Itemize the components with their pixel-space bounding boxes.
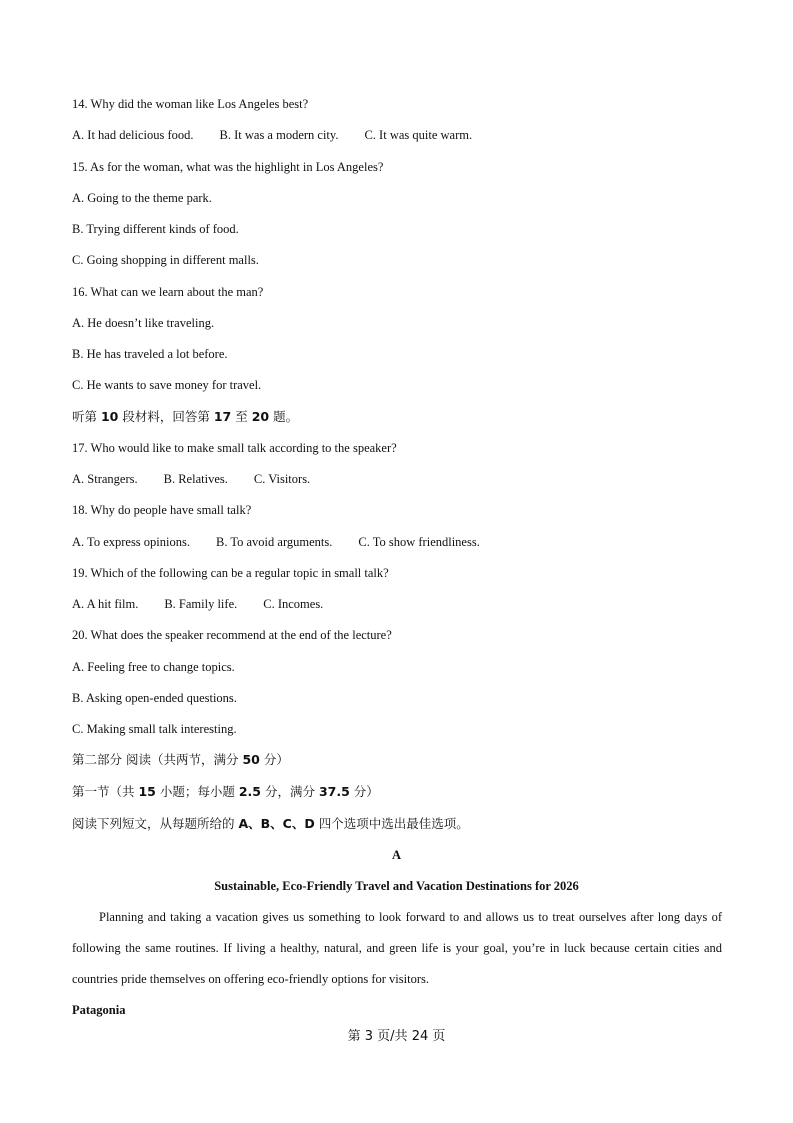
option-b: B. Asking open-ended questions.: [72, 691, 237, 705]
option-c: C. Visitors.: [253, 472, 311, 486]
option-c: C. Going shopping in different malls.: [72, 253, 259, 267]
option-a: A. Going to the theme park.: [72, 191, 212, 205]
passage-title: Sustainable, Eco-Friendly Travel and Vacation Destinations for 2026: [214, 879, 579, 893]
question-14-options: [72, 127, 498, 143]
question-19-options: [72, 596, 349, 612]
option-a: A. He doesn’t like traveling.: [72, 316, 215, 330]
option-b: B. Relatives.: [163, 472, 228, 486]
option-b: B. It was a modern city.: [219, 128, 339, 142]
option-b: B. To avoid arguments.: [216, 535, 333, 549]
option-a: A. Feeling free to change topics.: [72, 660, 235, 674]
passage-subheading: Patagonia: [72, 1003, 126, 1017]
question-14-stem: 14. Why did the woman like Los Angeles best?: [72, 97, 309, 111]
option-c: C. Incomes.: [263, 597, 324, 611]
option-c: C. He wants to save money for travel.: [72, 378, 262, 392]
option-b: B. Family life.: [164, 597, 238, 611]
question-17-options: [72, 471, 336, 487]
option-a: A. A hit film.: [72, 597, 139, 611]
question-17-stem: 17. Who would like to make small talk according to the speaker?: [72, 441, 397, 455]
question-15-stem: 15. As for the woman, what was the highlight in Los Angeles?: [72, 160, 384, 174]
option-b: B. Trying different kinds of food.: [72, 222, 239, 236]
part-two-heading: 第二部分 阅读（共两节，满分 50 分）: [72, 752, 289, 767]
question-18-stem: 18. Why do people have small talk?: [72, 503, 252, 517]
question-20-stem: 20. What does the speaker recommend at the end of the lecture?: [72, 628, 392, 642]
option-a: A. It had delicious food.: [72, 128, 194, 142]
reading-instruction: 阅读下列短文，从每题所给的 A、B、C、D 四个选项中选出最佳选项。: [72, 816, 469, 831]
option-c: C. It was quite warm.: [364, 128, 473, 142]
listening-instruction: 听第 10 段材料，回答第 17 至 20 题。: [72, 409, 299, 424]
section-one-heading: 第一节（共 15 小题；每小题 2.5 分，满分 37.5 分）: [72, 784, 379, 799]
question-18-options: [72, 534, 506, 550]
option-c: C. Making small talk interesting.: [72, 722, 237, 736]
option-a: A. Strangers.: [72, 472, 138, 486]
question-19-stem: 19. Which of the following can be a regular topic in small talk?: [72, 566, 389, 580]
page-footer: 第 3 页/共 24 页: [347, 1029, 446, 1044]
passage-letter: A: [391, 848, 402, 862]
option-a: A. To express opinions.: [72, 535, 190, 549]
passage-paragraph: Planning and taking a vacation gives us something to look forward to and allows us to treat ourselves after long days of following the same routines. If living a healthy, natural, and green life is your goal, you’re in luck because certain cities and countries pride themselves on offering eco-friendly options for visitors.: [72, 910, 722, 986]
question-16-stem: 16. What can we learn about the man?: [72, 285, 264, 299]
option-c: C. To show friendliness.: [358, 535, 480, 549]
option-b: B. He has traveled a lot before.: [72, 347, 228, 361]
